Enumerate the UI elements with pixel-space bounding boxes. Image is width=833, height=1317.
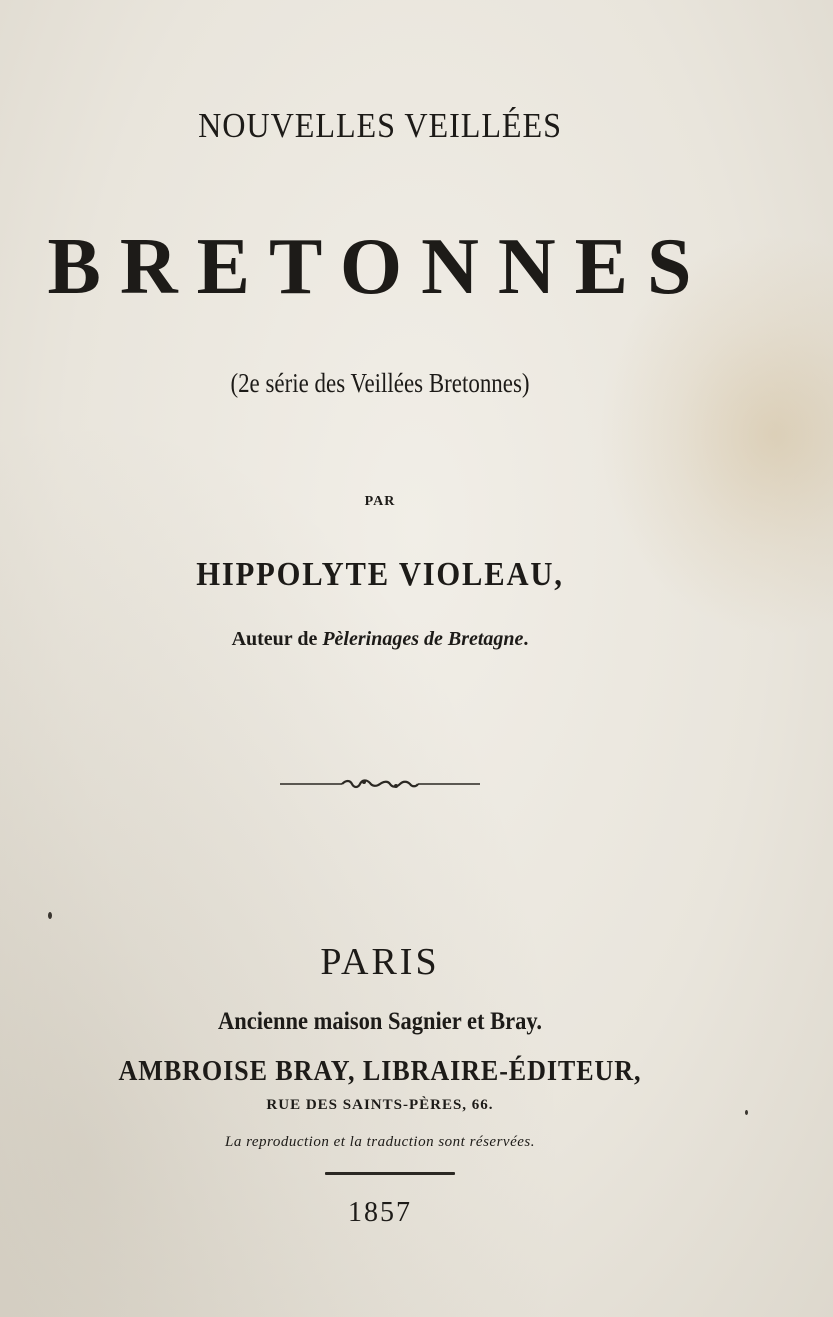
- credentials-prefix: Auteur de: [231, 628, 318, 650]
- credentials-suffix: .: [523, 628, 529, 650]
- subtitle: (2e série des Veillées Bretonnes): [230, 368, 530, 398]
- typographic-flourish-icon: [280, 774, 480, 794]
- imprint-city: PARIS: [320, 941, 440, 983]
- by-line: PAR: [364, 494, 396, 509]
- imprint-publisher: AMBROISE BRAY, LIBRAIRE-ÉDITEUR,: [118, 1055, 642, 1087]
- publication-year: 1857: [348, 1197, 412, 1228]
- rights-notice: La reproduction et la traduction sont réservées.: [225, 1134, 535, 1150]
- imprint-address: RUE DES SAINTS-PÈRES, 66.: [266, 1097, 494, 1113]
- ink-speck: [745, 1110, 748, 1115]
- divider-rule: [325, 1172, 455, 1175]
- series-title: NOUVELLES VEILLÉES: [198, 106, 562, 145]
- ink-speck: [48, 912, 52, 919]
- main-title: BRETONNES: [47, 223, 711, 311]
- author-credentials: [0, 628, 760, 651]
- imprint-house: Ancienne maison Sagnier et Bray.: [218, 1008, 542, 1035]
- author-name: HIPPOLYTE VIOLEAU,: [196, 556, 564, 593]
- credentials-work-title: Pèlerinages de Bretagne: [322, 628, 524, 650]
